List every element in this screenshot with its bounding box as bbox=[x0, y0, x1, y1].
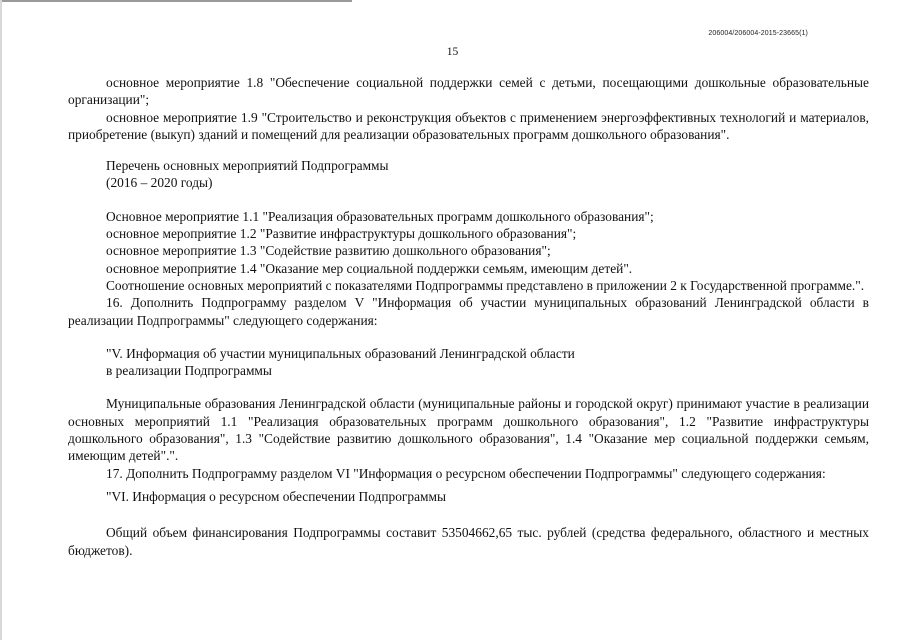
list-item-measure-1-4: основное мероприятие 1.4 "Оказание мер социальной поддержки семьям, имеющим детей". bbox=[106, 260, 633, 276]
section-vi-heading: "VI. Информация о ресурсном обеспечении Подпрограммы bbox=[106, 488, 446, 504]
list-item-measure-1-1: Основное мероприятие 1.1 "Реализация образовательных программ дошкольного образования"; bbox=[106, 208, 654, 224]
list-item-measure-1-3: основное мероприятие 1.3 "Содействие развитию дошкольного образования"; bbox=[106, 243, 551, 259]
list-heading-years: (2016 – 2020 годы) bbox=[106, 175, 213, 191]
section-v-heading-line2: в реализации Подпрограммы bbox=[106, 363, 272, 379]
page-number: 15 bbox=[446, 46, 459, 58]
paragraph-measure-1-9: основное мероприятие 1.9 "Строительство и реконструкция объектов с применением энергоэффективных технологий и материалов, приобретение (выкуп) зданий и помещений для реализации образовательных программ дошкольного образования". bbox=[68, 109, 869, 142]
document-body bbox=[68, 74, 869, 559]
paragraph-ratio: Соотношение основных мероприятий с показателями Подпрограммы представлено в приложении 2 к Государственной программе.". bbox=[106, 277, 865, 293]
paragraph-measure-1-8: основное мероприятие 1.8 "Обеспечение социальной поддержки семей с детьми, посещающими дошкольные образовательные организации"; bbox=[68, 75, 869, 108]
scan-edge-left bbox=[0, 0, 2, 640]
list-heading-title: Перечень основных мероприятий Подпрограммы bbox=[106, 158, 389, 174]
paragraph-section-v-text: Муниципальные образования Ленинградской области (муниципальные районы и городской округ) принимают участие в реализации основных мероприятий 1.1 "Реализация образовательных программ дошкольного образования", 1.2 "Развитие инфраструктуры дошкольного образования", 1.3 "Содействие развитию дошкольного образования", 1.4 "Оказание мер социальной поддержки семьям, имеющим детей".". bbox=[68, 396, 869, 464]
paragraph-item-16: 16. Дополнить Подпрограмму разделом V "Информация об участии муниципальных образований Ленинградской области в реализации Подпрограммы" следующего содержания: bbox=[68, 295, 869, 328]
paragraph-item-17: 17. Дополнить Подпрограмму разделом VI "Информация о ресурсном обеспечении Подпрограммы" следующего содержания: bbox=[106, 465, 826, 481]
scan-edge-top bbox=[0, 0, 352, 2]
paragraph-funding: Общий объем финансирования Подпрограммы составит 53504662,65 тыс. рублей (средства федерального, областного и местных бюджетов). bbox=[68, 525, 869, 558]
section-v-heading-line1: "V. Информация об участии муниципальных образований Ленинградской области bbox=[106, 345, 575, 361]
list-item-measure-1-2: основное мероприятие 1.2 "Развитие инфраструктуры дошкольного образования"; bbox=[106, 226, 577, 242]
document-code: 206004/206004-2015-23665(1) bbox=[708, 30, 808, 37]
